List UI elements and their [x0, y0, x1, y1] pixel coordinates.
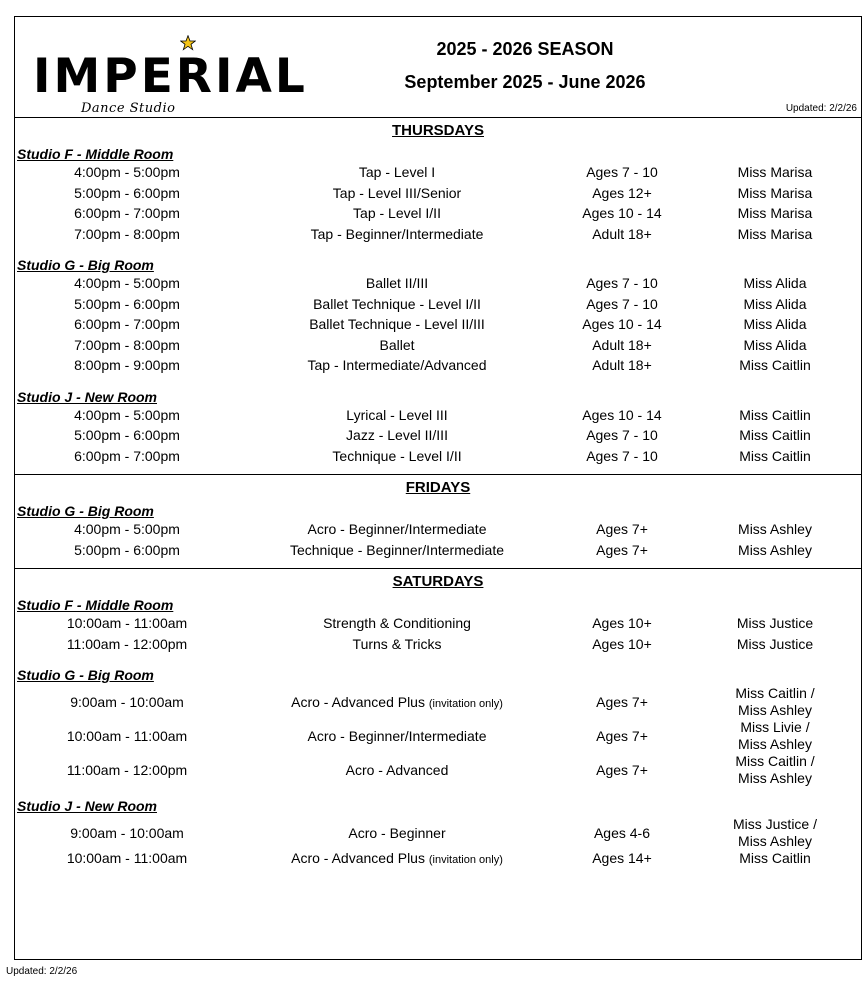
class-teacher — [710, 407, 840, 424]
class-ages: Ages 7 - 10 — [586, 275, 658, 291]
class-ages: Ages 10 - 14 — [582, 205, 662, 221]
class-title: Turns & Tricks — [352, 635, 442, 652]
class-name — [237, 615, 557, 632]
studio-heading: Studio F - Middle Room — [17, 146, 174, 162]
season-title: 2025 - 2026 SEASON — [436, 39, 614, 59]
class-ages: Adult 18+ — [592, 336, 652, 353]
class-row — [15, 542, 861, 563]
teacher-name: Miss Alida — [743, 295, 807, 312]
class-row — [15, 296, 861, 317]
class-ages: Ages 14+ — [592, 850, 652, 866]
class-title: Ballet Technique - Level I/II — [313, 295, 481, 312]
footer-updated-date: Updated: 2/2/26 — [6, 966, 78, 977]
class-ages: Ages 10 - 14 — [582, 316, 662, 332]
teacher-name: Miss Marisa — [737, 205, 813, 221]
class-time: 6:00pm - 7:00pm — [74, 316, 180, 332]
class-time: 6:00pm - 7:00pm — [74, 205, 180, 221]
class-name — [237, 226, 557, 243]
day-separator — [15, 117, 861, 118]
class-time: 9:00am - 10:00am — [70, 824, 184, 841]
class-ages: Ages 7+ — [596, 541, 648, 558]
class-time: 4:00pm - 5:00pm — [74, 164, 180, 180]
class-row — [15, 427, 861, 448]
class-time: 5:00pm - 6:00pm — [74, 427, 180, 443]
teacher-name: Miss Caitlin / — [735, 685, 815, 701]
studio-heading: Studio G - Big Room — [17, 257, 154, 273]
class-name — [237, 164, 557, 181]
day-heading: FRIDAYS — [405, 479, 471, 496]
class-name — [237, 357, 557, 374]
class-row — [15, 816, 861, 850]
teacher-name: Miss Caitlin — [739, 357, 811, 373]
class-name — [237, 205, 557, 222]
class-name — [237, 825, 557, 842]
class-ages: Ages 10 - 14 — [582, 406, 662, 423]
class-row — [15, 407, 861, 428]
teacher-name: Miss Caitlin — [739, 850, 811, 866]
class-teacher — [710, 185, 840, 202]
class-ages: Ages 7+ — [596, 521, 648, 537]
class-teacher — [710, 753, 840, 787]
class-teacher — [710, 816, 840, 850]
teacher-name: Miss Caitlin / — [735, 753, 815, 769]
class-name — [237, 185, 557, 202]
teacher-name: Miss Caitlin — [739, 406, 811, 423]
class-title: Tap - Level I/II — [353, 205, 441, 221]
class-name — [237, 407, 557, 424]
logo-tagline: Dance Studio — [81, 101, 176, 116]
class-row — [15, 719, 861, 753]
class-title: Technique - Beginner/Intermediate — [289, 541, 505, 558]
class-teacher — [710, 316, 840, 333]
class-teacher — [710, 427, 840, 444]
class-ages: Ages 7 - 10 — [586, 447, 658, 464]
teacher-name: Miss Justice — [736, 615, 814, 631]
class-time: 9:00am - 10:00am — [70, 693, 184, 710]
class-row — [15, 615, 861, 636]
class-teacher — [710, 615, 840, 632]
class-title: Ballet — [379, 336, 415, 353]
class-title: Tap - Intermediate/Advanced — [307, 357, 487, 373]
class-title: Ballet II/III — [365, 275, 429, 291]
class-name — [237, 316, 557, 333]
class-time: 5:00pm - 6:00pm — [74, 184, 180, 201]
class-row — [15, 316, 861, 337]
studio-heading: Studio G - Big Room — [17, 667, 154, 683]
teacher-name: Miss Caitlin — [739, 427, 811, 443]
class-name — [237, 448, 557, 465]
class-name — [237, 850, 557, 869]
class-row — [15, 636, 861, 657]
class-ages: Adult 18+ — [592, 225, 652, 242]
teacher-name: Miss Marisa — [737, 225, 813, 242]
class-time: 10:00am - 11:00am — [66, 727, 188, 744]
class-title: Ballet Technique - Level II/III — [309, 316, 485, 332]
updated-date: Updated: 2/2/26 — [785, 103, 857, 114]
class-name — [237, 762, 557, 779]
class-name — [237, 275, 557, 292]
class-row — [15, 275, 861, 296]
class-time: 11:00am - 12:00pm — [66, 635, 188, 652]
teacher-name: Miss Marisa — [737, 164, 813, 180]
class-ages: Ages 10+ — [592, 615, 652, 631]
class-title: Jazz - Level II/III — [346, 427, 448, 443]
class-teacher — [710, 521, 840, 538]
class-time: 7:00pm - 8:00pm — [74, 336, 180, 353]
day-heading: SATURDAYS — [392, 573, 484, 590]
class-teacher — [710, 719, 840, 753]
teacher-name: Miss Alida — [743, 275, 807, 291]
class-teacher — [710, 205, 840, 222]
class-time: 8:00pm - 9:00pm — [74, 357, 180, 373]
class-time: 10:00am - 11:00am — [66, 615, 188, 631]
class-title: Technique - Level I/II — [332, 447, 462, 464]
class-ages: Ages 10+ — [592, 635, 652, 652]
class-row — [15, 850, 861, 871]
teacher-name: Miss Ashley — [738, 770, 812, 786]
class-teacher — [710, 296, 840, 313]
header — [15, 17, 861, 117]
class-name — [237, 427, 557, 444]
teacher-name: Miss Livie / — [740, 719, 810, 735]
class-name — [237, 728, 557, 745]
class-title: Acro - Beginner/Intermediate — [307, 521, 487, 537]
class-ages: Ages 4-6 — [593, 824, 651, 841]
class-ages: Ages 7 - 10 — [586, 164, 658, 180]
class-teacher — [710, 448, 840, 465]
class-time: 5:00pm - 6:00pm — [74, 295, 180, 312]
class-name — [237, 694, 557, 713]
class-ages: Ages 7+ — [596, 727, 648, 744]
class-ages: Ages 12+ — [592, 184, 652, 201]
class-row — [15, 685, 861, 719]
class-teacher — [710, 337, 840, 354]
class-name — [237, 636, 557, 653]
class-teacher — [710, 164, 840, 181]
class-time: 11:00am - 12:00pm — [66, 761, 188, 778]
class-title: Tap - Level III/Senior — [332, 184, 462, 201]
class-title: Strength & Conditioning — [323, 615, 471, 631]
class-title: Acro - Beginner/Intermediate — [307, 727, 487, 744]
class-note: (invitation only) — [428, 854, 503, 866]
teacher-name: Miss Marisa — [737, 184, 813, 201]
class-row — [15, 521, 861, 542]
class-time: 7:00pm - 8:00pm — [74, 225, 180, 242]
class-row — [15, 226, 861, 247]
class-teacher — [710, 226, 840, 243]
class-row — [15, 164, 861, 185]
teacher-name: Miss Alida — [743, 316, 807, 332]
class-note: (invitation only) — [428, 697, 503, 710]
logo — [33, 35, 308, 116]
class-time: 4:00pm - 5:00pm — [74, 521, 180, 537]
class-title: Acro - Advanced — [345, 761, 449, 778]
class-ages: Ages 7 - 10 — [586, 427, 658, 443]
teacher-name: Miss Alida — [743, 336, 807, 353]
teacher-name: Miss Ashley — [738, 521, 812, 537]
class-title: Tap - Beginner/Intermediate — [310, 225, 484, 242]
class-time: 4:00pm - 5:00pm — [74, 406, 180, 423]
class-title: Acro - Advanced Plus — [291, 850, 425, 866]
class-ages: Ages 7+ — [596, 761, 648, 778]
class-teacher — [710, 357, 840, 374]
studio-heading: Studio F - Middle Room — [17, 597, 174, 613]
class-teacher — [710, 850, 840, 867]
class-title: Acro - Advanced Plus — [291, 693, 425, 710]
class-row — [15, 185, 861, 206]
teacher-name: Miss Ashley — [738, 736, 812, 752]
teacher-name: Miss Ashley — [738, 541, 812, 558]
teacher-name: Miss Caitlin — [739, 447, 811, 464]
teacher-name: Miss Justice — [736, 635, 814, 652]
class-teacher — [710, 685, 840, 719]
studio-heading: Studio J - New Room — [17, 388, 157, 405]
class-ages: Ages 7+ — [596, 693, 648, 710]
class-teacher — [710, 636, 840, 653]
class-name — [237, 296, 557, 313]
class-time: 4:00pm - 5:00pm — [74, 275, 180, 291]
day-separator — [15, 474, 861, 475]
class-row — [15, 337, 861, 358]
day-heading: THURSDAYS — [392, 122, 484, 139]
studio-heading: Studio G - Big Room — [17, 503, 154, 519]
class-row — [15, 205, 861, 226]
class-time: 6:00pm - 7:00pm — [74, 447, 180, 464]
class-name — [237, 337, 557, 354]
class-teacher — [710, 275, 840, 292]
class-ages: Adult 18+ — [592, 357, 652, 373]
teacher-name: Miss Ashley — [738, 833, 812, 849]
class-name — [237, 542, 557, 559]
class-ages: Ages 7 - 10 — [586, 295, 658, 312]
teacher-name: Miss Ashley — [738, 702, 812, 718]
class-row — [15, 357, 861, 378]
class-title: Tap - Level I — [358, 164, 436, 180]
class-time: 5:00pm - 6:00pm — [74, 541, 180, 558]
studio-heading: Studio J - New Room — [17, 798, 157, 814]
class-row — [15, 448, 861, 469]
class-teacher — [710, 542, 840, 559]
class-title: Acro - Beginner — [348, 824, 446, 841]
class-row — [15, 753, 861, 787]
season-dates: September 2025 - June 2026 — [404, 72, 646, 92]
class-title: Lyrical - Level III — [346, 406, 448, 423]
day-separator — [15, 568, 861, 569]
teacher-name: Miss Justice / — [732, 816, 817, 832]
schedule-sheet — [14, 16, 862, 960]
class-time: 10:00am - 11:00am — [66, 850, 188, 866]
logo-wordmark: IMPERIAL — [33, 49, 308, 104]
class-name — [237, 521, 557, 538]
